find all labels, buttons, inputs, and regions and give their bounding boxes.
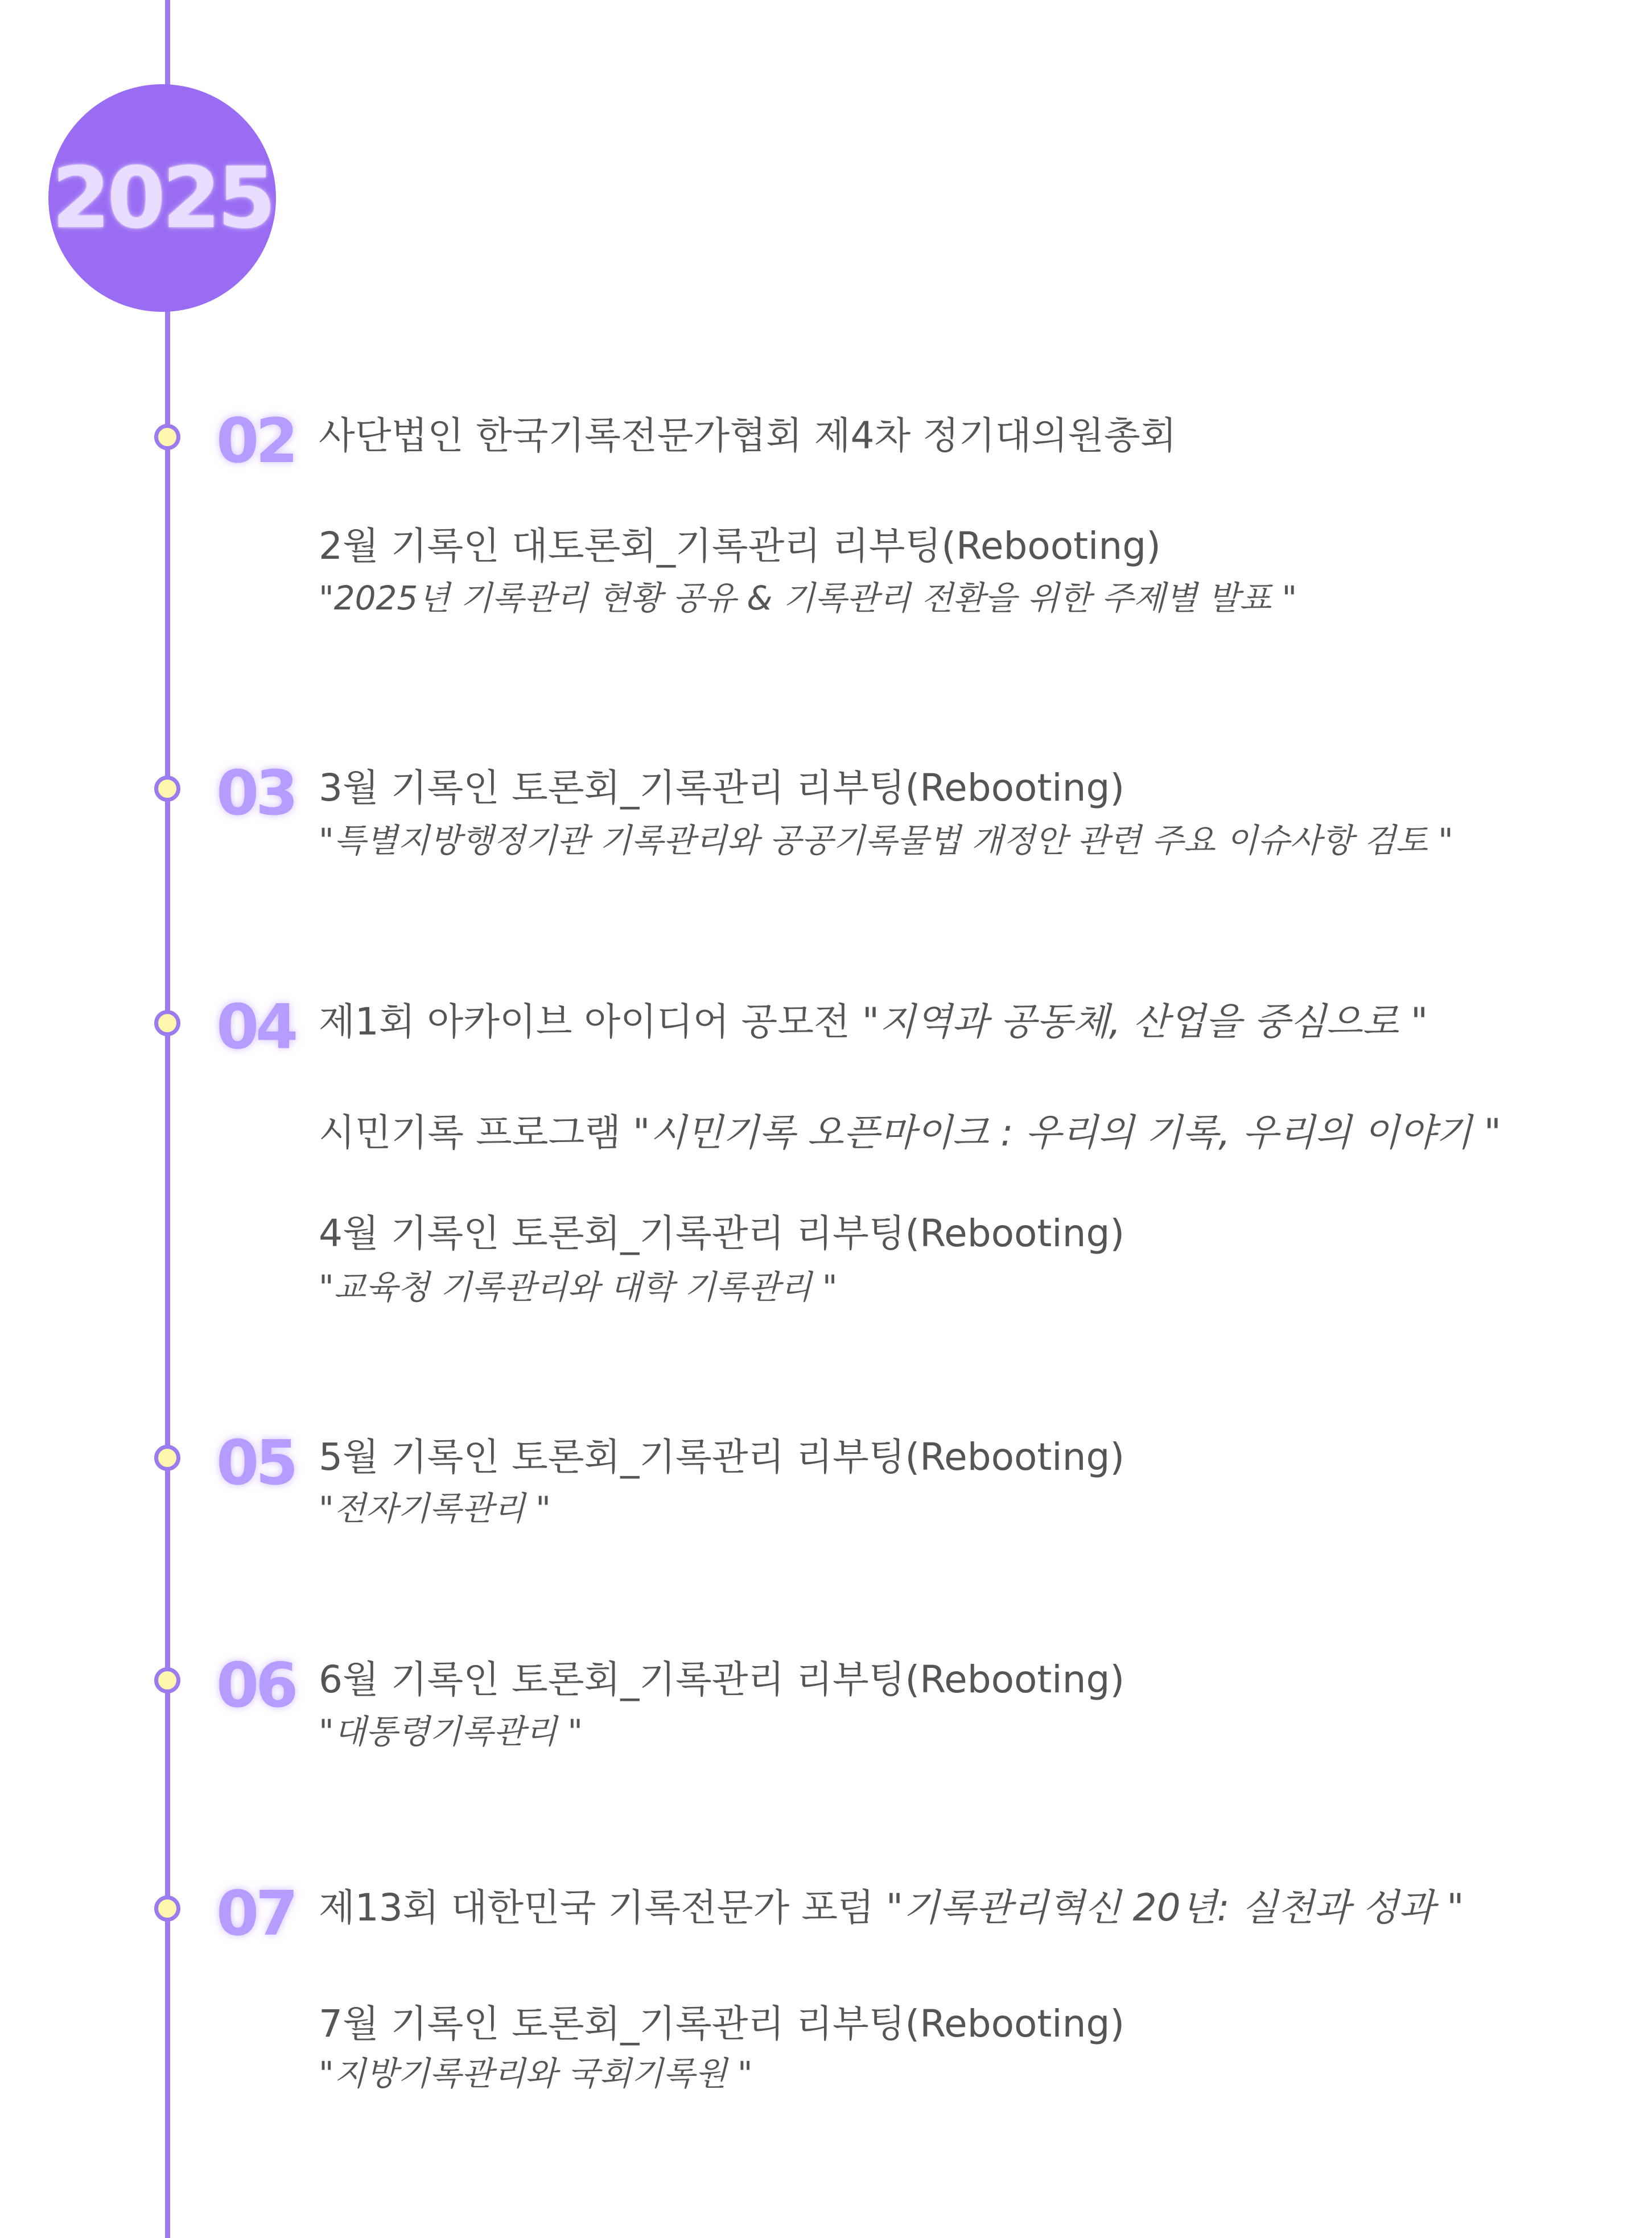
- year-badge: [48, 84, 276, 312]
- timeline-dot-02: [154, 424, 180, 450]
- month-label-04: 04: [216, 992, 295, 1063]
- entry-title: 4월 기록인 토론회_기록관리 리부팅(Rebooting): [319, 1211, 1125, 1255]
- year-label: 2025: [52, 149, 273, 247]
- entry-title: 제1회 아카이브 아이디어 공모전 "지역과 공동체, 산업을 중심으로 ": [319, 1000, 1428, 1044]
- timeline-dot-07: [154, 1895, 180, 1922]
- month-label-06: 06: [216, 1650, 295, 1721]
- entry-subtitle: "교육청 기록관리와 대학 기록관리 ": [319, 1268, 838, 1306]
- entry-title: 5월 기록인 토론회_기록관리 리부팅(Rebooting): [319, 1435, 1125, 1479]
- entry-subtitle: "2025년 기록관리 현황 공유 & 기록관리 전환을 위한 주제별 발표 ": [319, 579, 1297, 617]
- month-label-02: 02: [216, 406, 295, 477]
- entry-title: 제13회 대한민국 기록전문가 포럼 "기록관리혁신 20년: 실천과 성과 ": [319, 1886, 1464, 1930]
- entry-title: 7월 기록인 토론회_기록관리 리부팅(Rebooting): [319, 2002, 1125, 2046]
- entry-subtitle: "특별지방행정기관 기록관리와 공공기록물법 개정안 관련 주요 이슈사항 검토 ": [319, 821, 1453, 860]
- timeline-dot-06: [154, 1667, 180, 1693]
- entry-title: 2월 기록인 대토론회_기록관리 리부팅(Rebooting): [319, 524, 1161, 568]
- timeline-dot-05: [154, 1445, 180, 1471]
- entry-subtitle: "전자기록관리 ": [319, 1489, 551, 1528]
- entry-subtitle: "대통령기록관리 ": [319, 1712, 583, 1751]
- entry-title: 6월 기록인 토론회_기록관리 리부팅(Rebooting): [319, 1658, 1125, 1701]
- timeline-dot-03: [154, 776, 180, 802]
- entry-subtitle: "지방기록관리와 국회기록원 ": [319, 2054, 753, 2093]
- month-label-05: 05: [216, 1428, 295, 1499]
- entry-title: 시민기록 프로그램 "시민기록 오픈마이크 : 우리의 기록, 우리의 이야기 ": [319, 1111, 1501, 1155]
- month-label-07: 07: [216, 1878, 295, 1950]
- entry-title: 사단법인 한국기록전문가협회 제4차 정기대의원총회: [319, 414, 1177, 458]
- entry-title: 3월 기록인 토론회_기록관리 리부팅(Rebooting): [319, 766, 1125, 810]
- month-label-03: 03: [216, 758, 295, 829]
- timeline-dot-04: [154, 1010, 180, 1036]
